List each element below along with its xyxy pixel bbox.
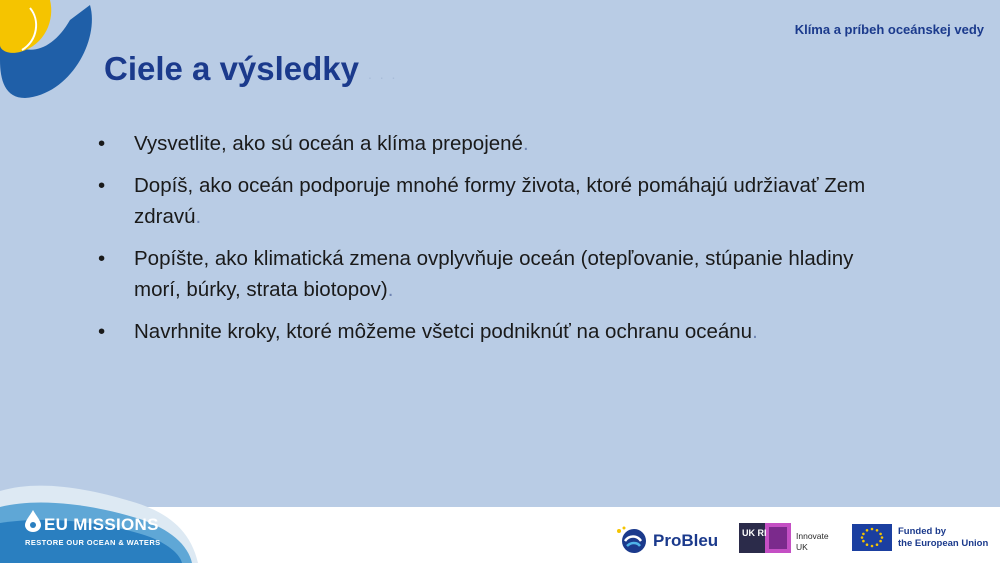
list-item: • Popíšte, ako klimatická zmena ovplyvňuje oceán (otepľovanie, stúpanie hladiny morí, búrky, strata biotopov). bbox=[98, 243, 878, 305]
bullet-icon: • bbox=[98, 247, 106, 270]
header-label: Klíma a príbeh oceánskej vedy bbox=[794, 22, 984, 37]
probleu-logo-icon bbox=[615, 525, 649, 555]
innovate-uk-label: Innovate UK bbox=[796, 531, 829, 552]
bullet-icon: • bbox=[98, 132, 106, 155]
eu-flag-icon bbox=[852, 524, 892, 551]
objectives-list bbox=[98, 128, 878, 358]
drop-icon bbox=[24, 510, 42, 532]
page-title: Ciele a výsledky bbox=[104, 50, 360, 87]
bullet-icon: • bbox=[98, 320, 106, 343]
list-item-text: Navrhnite kroky, ktoré môžeme všetci podniknúť na ochranu oceánu bbox=[134, 320, 753, 343]
probleu-label: ProBleu bbox=[653, 531, 719, 550]
eu-missions-subtitle: RESTORE OUR OCEAN & WATERS bbox=[25, 538, 161, 547]
list-item: • Vysvetlite, ako sú oceán a klíma prepojené. bbox=[98, 128, 878, 159]
title-dots: . . . bbox=[368, 66, 398, 82]
list-item: • Dopíš, ako oceán podporuje mnohé formy života, ktoré pomáhajú udržiavať Zem zdravú. bbox=[98, 170, 878, 232]
ocean-logo-icon bbox=[0, 0, 100, 100]
list-item-text: Popíšte, ako klimatická zmena ovplyvňuje oceán (otepľovanie, stúpanie hladiny morí, búrky, strata biotopov) bbox=[134, 247, 854, 301]
eu-missions-title: EU MISSIONS bbox=[44, 515, 159, 534]
bullet-icon: • bbox=[98, 174, 106, 197]
list-item: • Navrhnite kroky, ktoré môžeme všetci podniknúť na ochranu oceánu. bbox=[98, 316, 878, 347]
ukri-label: UK RI bbox=[742, 528, 767, 538]
list-item-text: Vysvetlite, ako sú oceán a klíma prepojené bbox=[134, 132, 523, 155]
funded-by-eu-label: Funded by the European Union bbox=[898, 526, 989, 549]
list-item-text: Dopíš, ako oceán podporuje mnohé formy života, ktoré pomáhajú udržiavať Zem zdravú bbox=[134, 174, 866, 228]
